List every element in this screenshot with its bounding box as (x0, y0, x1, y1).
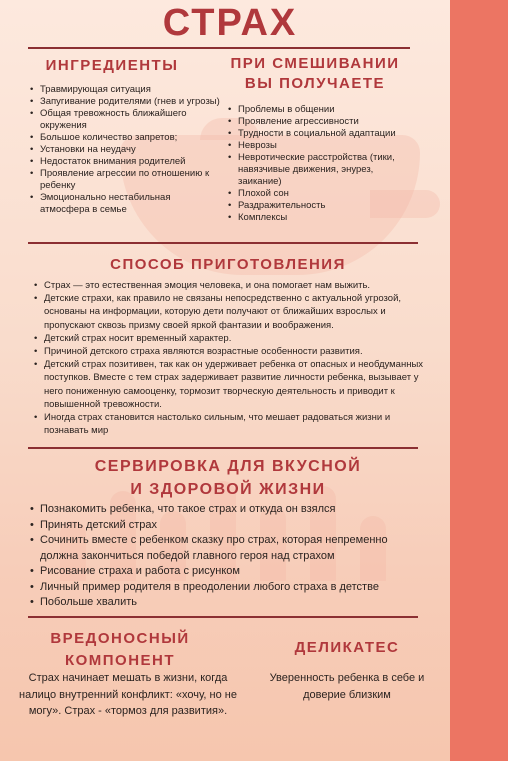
list-item: • Проблемы в общении (228, 104, 414, 116)
page-title: СТРАХ (162, 2, 298, 44)
harmful-text: Страх начинает мешать в жизни, когда налицо внутренний конфликт: «хочу, но не могу». Страх - «тормоз для развития». (19, 672, 237, 717)
divider (28, 242, 418, 244)
serving-heading-line1: СЕРВИРОВКА ДЛЯ ВКУСНОЙ (94, 458, 362, 475)
list-item: • Раздражительность (228, 200, 414, 212)
list-item: • Трудности в социальной адаптации (228, 128, 414, 140)
result-list (228, 104, 414, 224)
serving-heading-line2: И ЗДОРОВОЙ ЖИЗНИ (130, 481, 326, 498)
result-heading-line1: ПРИ СМЕШИВАНИИ (230, 55, 400, 72)
list-item: • Иногда страх становится настолько сильным, что мешает радоваться жизни и познавать мир (34, 411, 430, 437)
list-item: • Установки на неудачу (30, 144, 220, 156)
list-item: • Проявление агрессивности (228, 116, 414, 128)
list-item: • Проявление агрессии по отношению к ребенку (30, 168, 220, 192)
list-item: • Неврозы (228, 140, 414, 152)
divider (28, 447, 418, 449)
list-item: • Невротические расстройства (тики, навязчивые движения, энурез, заикание) (228, 152, 414, 188)
list-item: • Плохой сон (228, 188, 414, 200)
list-item: • Запугивание родителями (гнев и угрозы) (30, 96, 220, 108)
list-item: • Познакомить ребенка, что такое страх и откуда он взялся (30, 502, 420, 518)
list-item: • Детский страх позитивен, так как он удерживает ребенка от опасных и необдуманных поступков. Вместе с тем страх задерживает развитие личности ребенка, вызывает у него пониженную самооценку, тормозит творческую деятельность и приводит к повышенной тревожности. (34, 358, 430, 411)
serving-list (30, 502, 420, 611)
list-item: • Побольше хвалить (30, 595, 420, 611)
harmful-heading-line1: ВРЕДОНОСНЫЙ (50, 630, 190, 647)
list-item: • Недостаток внимания родителей (30, 156, 220, 168)
list-item: • Травмирующая ситуация (30, 84, 220, 96)
harmful-heading-line2: КОМПОНЕНТ (64, 652, 176, 669)
ingredients-list (30, 84, 220, 216)
list-item: • Детские страхи, как правило не связаны непосредственно с актуальной угрозой, основаны на информации, которую дети получают от ближайших взрослых и пропускают сквозь призму своей яркой фантазии и воображения. (34, 292, 430, 332)
method-list (34, 279, 430, 437)
list-item: • Причиной детского страха являются возрастные особенности развития. (34, 345, 430, 358)
list-item: • Эмоционально нестабильная атмосфера в семье (30, 192, 220, 216)
list-item: • Общая тревожность ближайшего окружения (30, 108, 220, 132)
result-heading-line2: ВЫ ПОЛУЧАЕТЕ (244, 75, 386, 92)
result-heading (220, 54, 410, 94)
divider (28, 616, 418, 618)
side-stripe (450, 0, 508, 761)
list-item: • Рисование страха и работа с рисунком (30, 564, 420, 580)
list-item: • Личный пример родителя в преодолении любого страха в детстве (30, 580, 420, 596)
delicacy-heading: ДЕЛИКАТЕС (294, 639, 400, 656)
list-item: • Страх — это естественная эмоция человека, и она помогает нам выжить. (34, 279, 430, 292)
harmful-heading (20, 628, 220, 672)
list-item: • Принять детский страх (30, 518, 420, 534)
serving-heading (28, 455, 428, 501)
list-item: • Детский страх носит временный характер. (34, 332, 430, 345)
divider (28, 47, 410, 49)
delicacy-text: Уверенность ребенка в себе и доверие близким (269, 672, 425, 701)
list-item: • Сочинить вместе с ребенком сказку про страх, которая непременно должна закончиться победой главного героя над страхом (30, 533, 420, 564)
list-item: • Комплексы (228, 212, 414, 224)
ingredients-heading: ИНГРЕДИЕНТЫ (45, 57, 179, 74)
list-item: • Большое количество запретов; (30, 132, 220, 144)
method-heading: СПОСОБ ПРИГОТОВЛЕНИЯ (110, 256, 346, 273)
